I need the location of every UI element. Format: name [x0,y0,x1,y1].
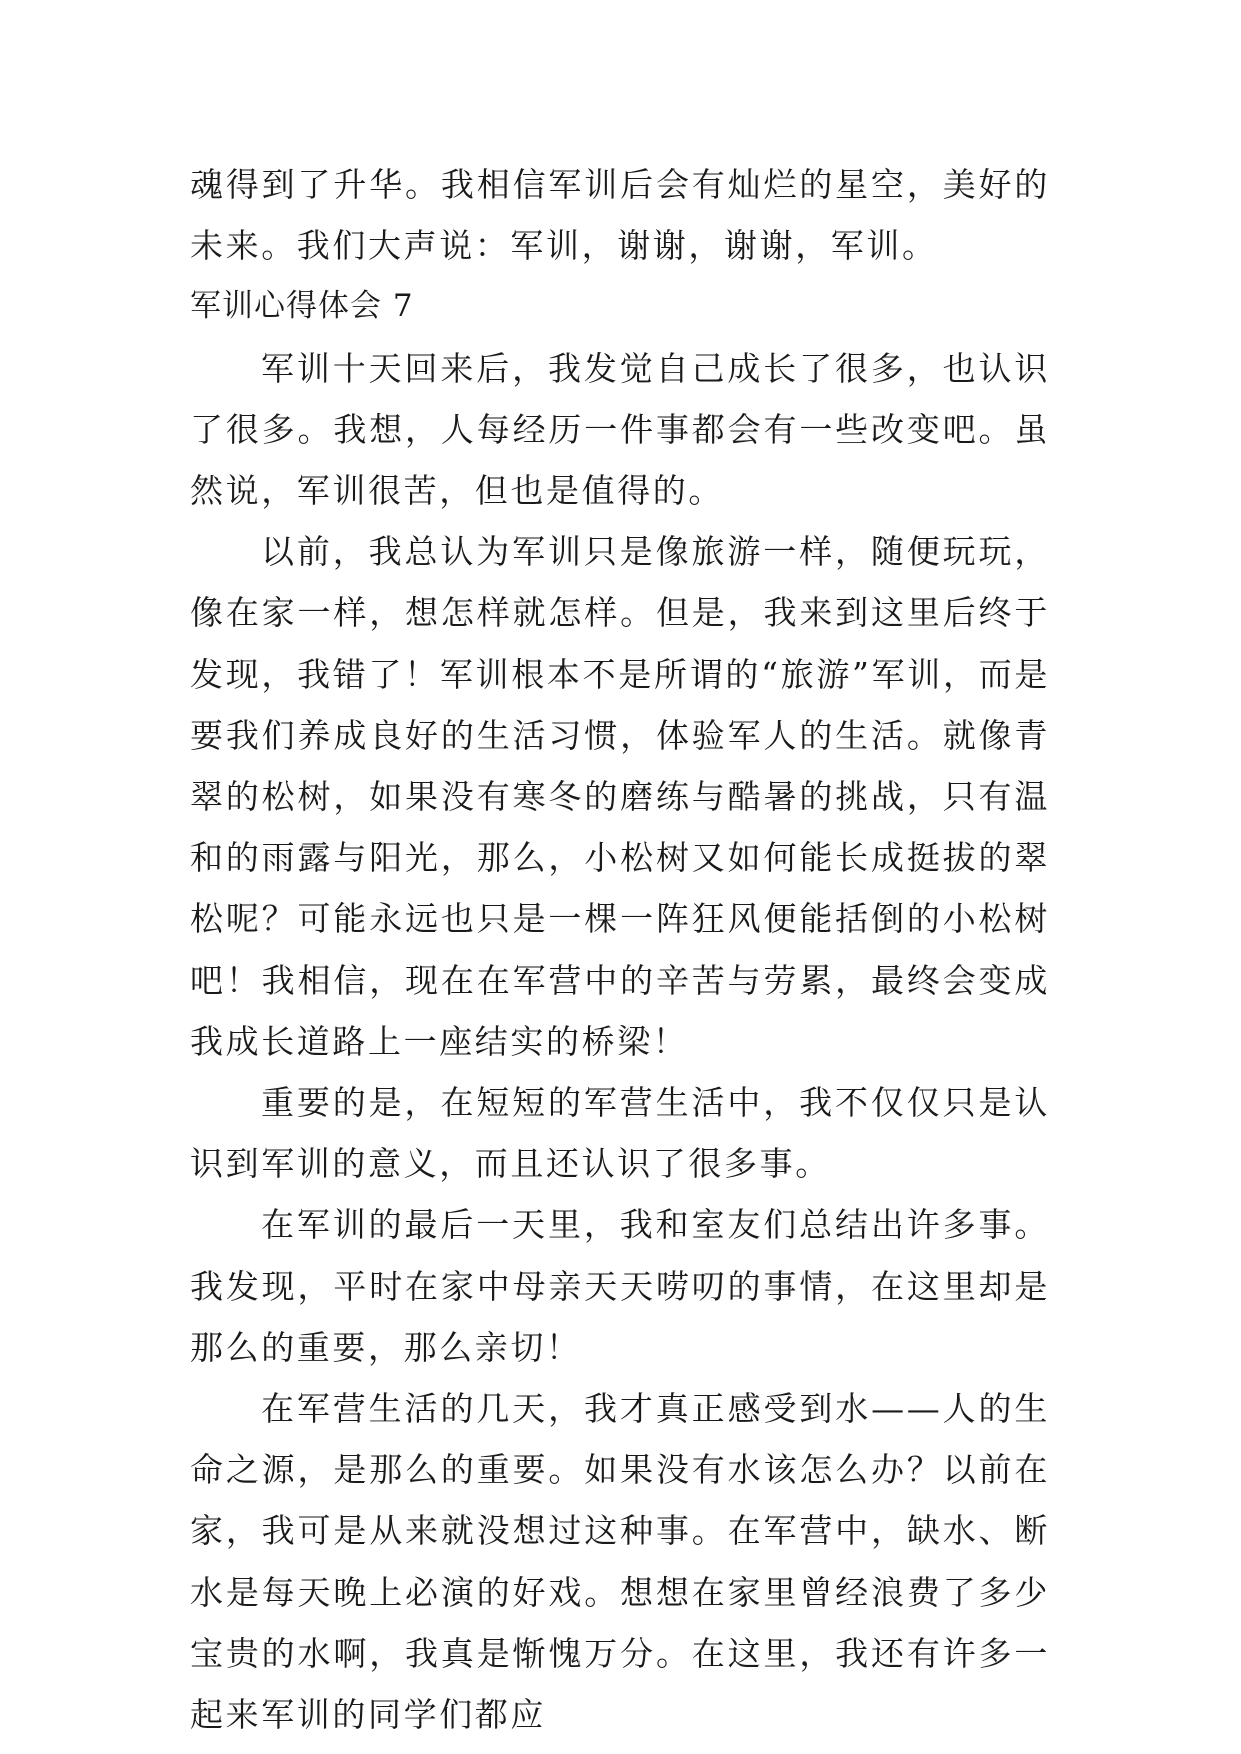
paragraph: 以前，我总认为军训只是像旅游一样，随便玩玩，像在家一样，想怎样就怎样。但是，我来到这里后终于发现，我错了！军训根本不是所谓的“旅游”军训，而是要我们养成良好的生活习惯，体验军人的生活。就像青翠的松树，如果没有寒冬的磨练与酷暑的挑战，只有温和的雨露与阳光，那么，小松树又如何能长成挺拔的翠松呢？可能永远也只是一棵一阵狂风便能括倒的小松树吧！我相信，现在在军营中的辛苦与劳累，最终会变成我成长道路上一座结实的桥梁！ [190,532,1050,1061]
paragraph-continuation: 魂得到了升华。我相信军训后会有灿烂的星空，美好的未来。我们大声说：军训，谢谢，谢谢，军训。 [190,165,1050,266]
paragraph: 在军训的最后一天里，我和室友们总结出许多事。我发现，平时在家中母亲天天唠叨的事情，在这里却是那么的重要，那么亲切！ [190,1205,1050,1367]
document-page [190,154,1050,1745]
paragraph: 军训十天回来后，我发觉自己成长了很多，也认识了很多。我想，人每经历一件事都会有一些改变吧。虽然说，军训很苦，但也是值得的。 [190,348,1050,511]
paragraph: 重要的是，在短短的军营生活中，我不仅仅只是认识到军训的意义，而且还认识了很多事。 [190,1083,1050,1184]
section-heading: 军训心得体会 7 [190,288,414,325]
paragraph: 在军营生活的几天，我才真正感受到水——人的生命之源，是那么的重要。如果没有水该怎么办？以前在家，我可是从来就没想过这种事。在军营中，缺水、断水是每天晚上必演的好戏。想想在家里曾经浪费了多少宝贵的水啊，我真是惭愧万分。在这里，我还有许多一起来军训的同学们都应 [190,1389,1050,1735]
